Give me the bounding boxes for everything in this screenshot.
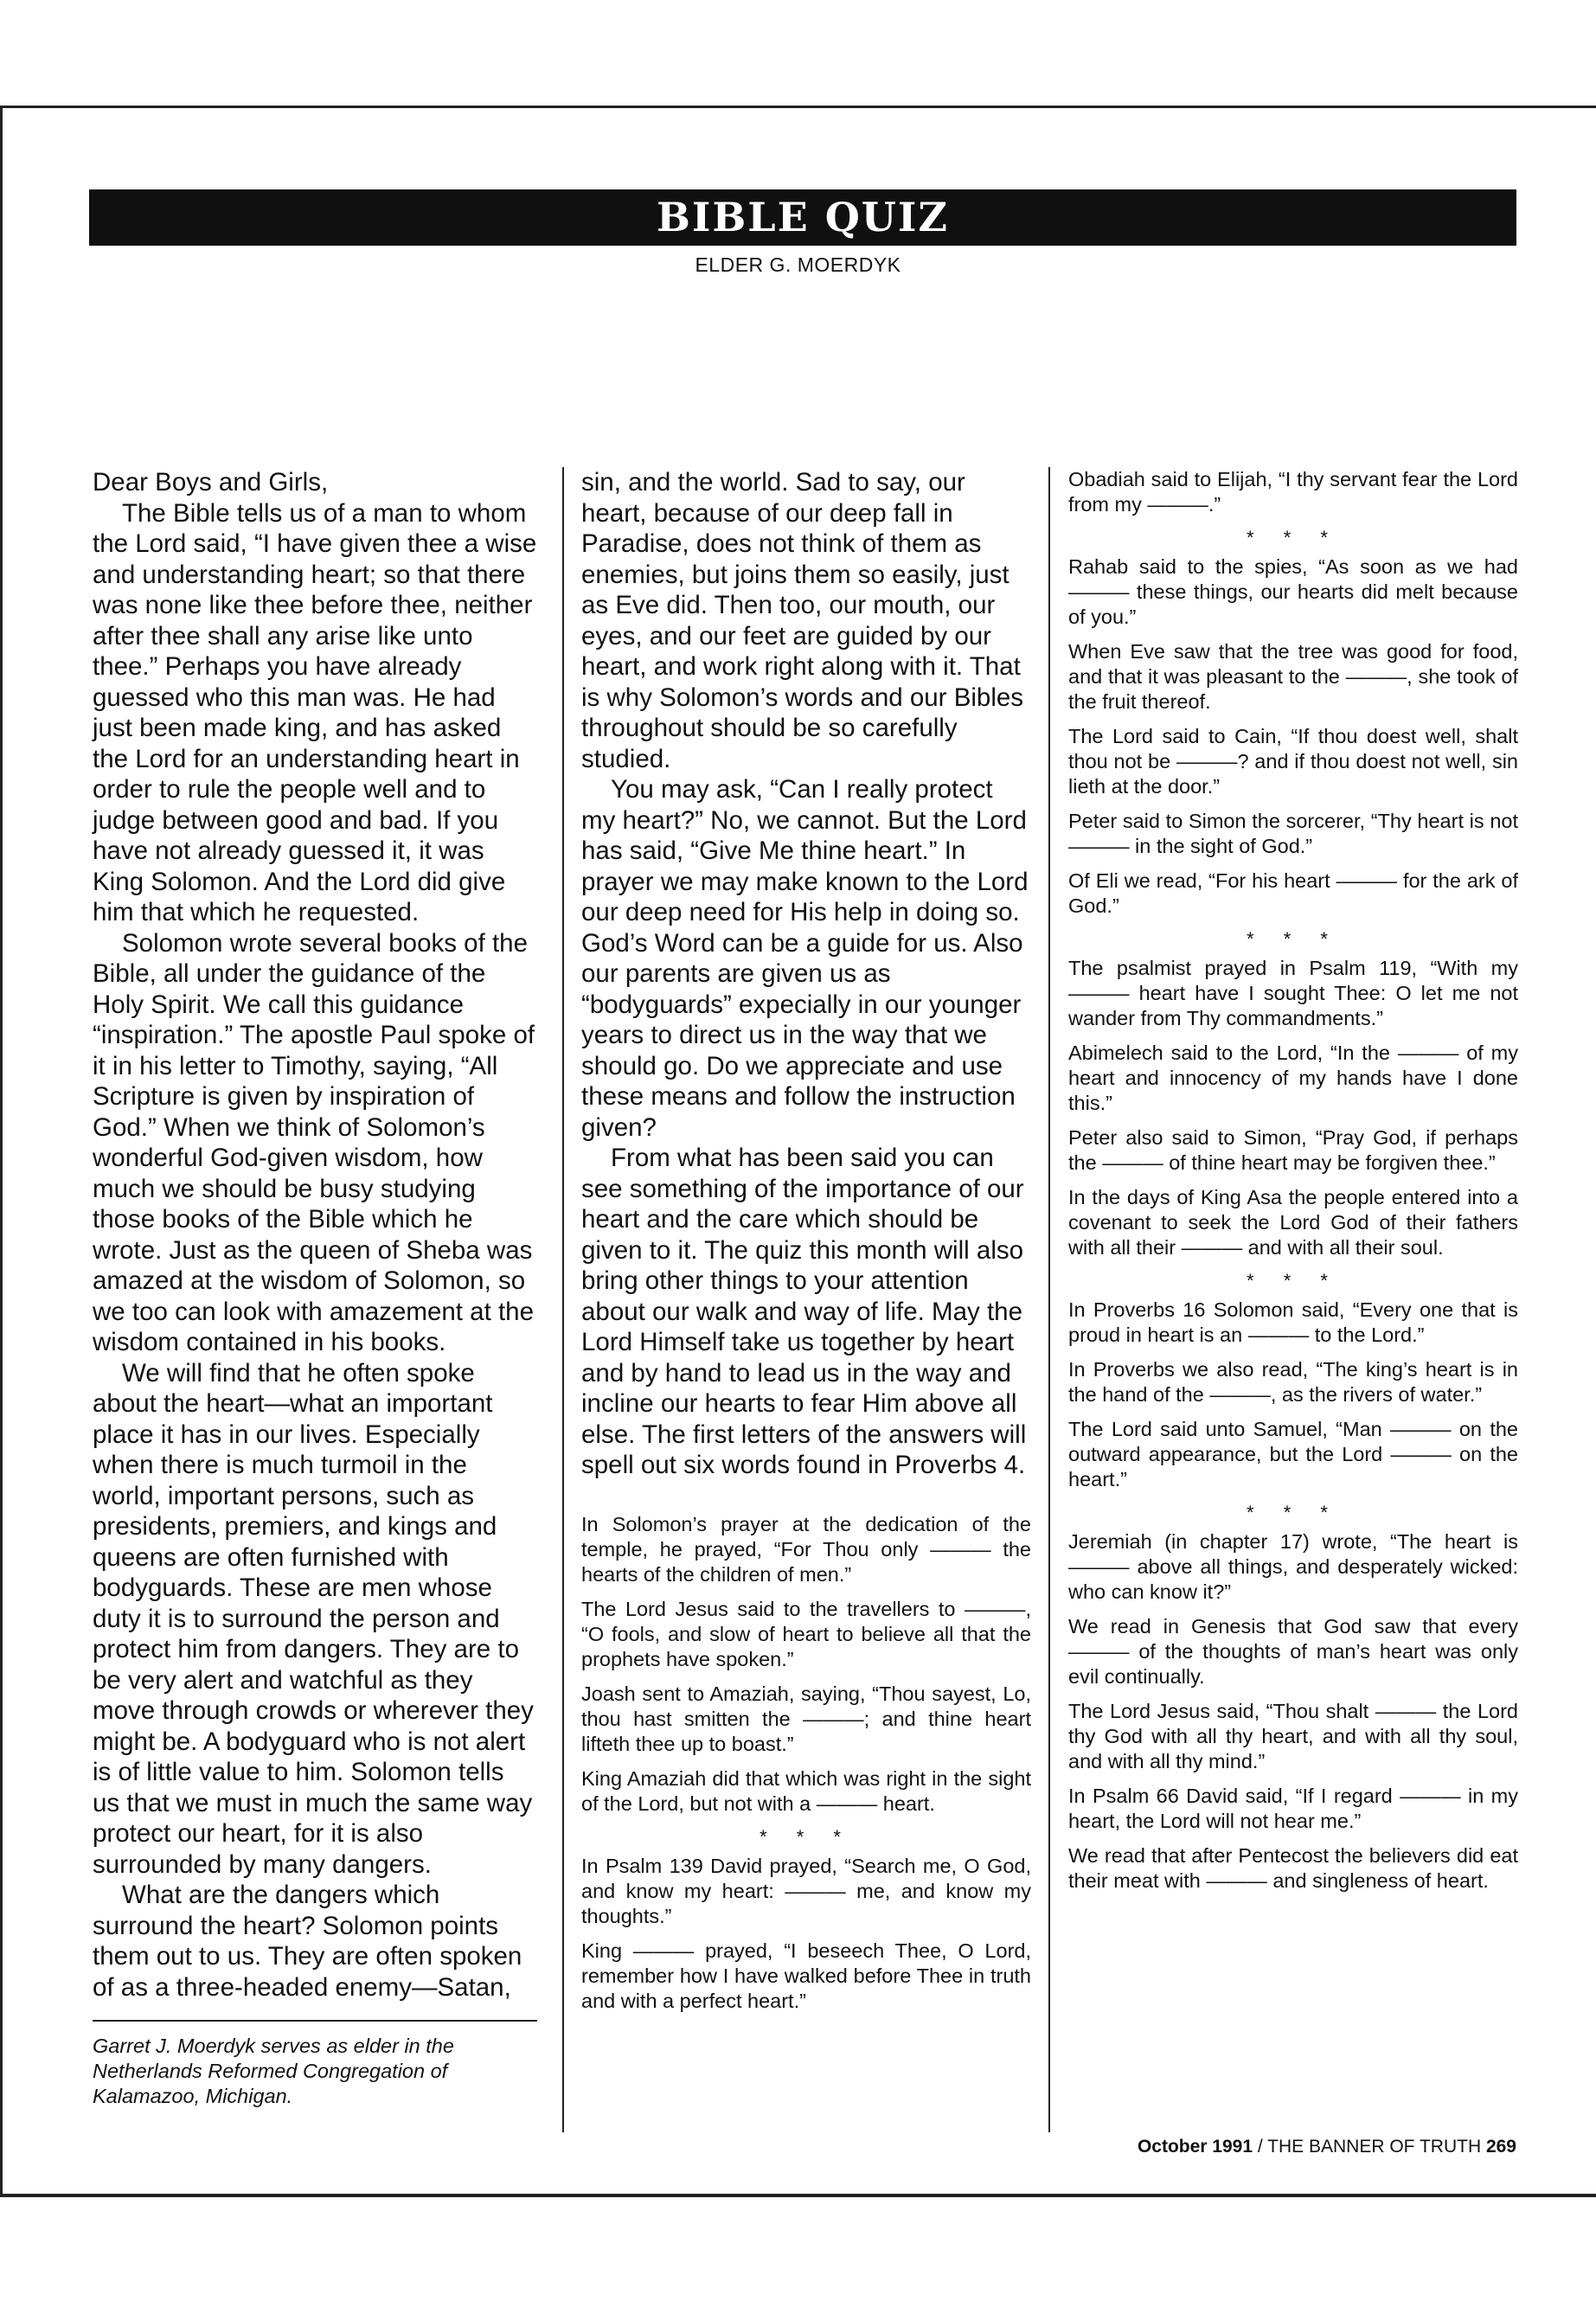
paragraph: sin, and the world. Sad to say, our heart, because of our deep fall in Paradise, does not think of them as enemies, but joins them so easily, just as Eve did. Then too, our mouth, our eyes, and our feet are guided by our heart, and work right along with it. That is why Solomon’s words and our Bibles throughout should be so carefully studied. — [581, 468, 1024, 773]
publication-name: / THE BANNER OF TRUTH — [1257, 2137, 1482, 2157]
quiz-question: Peter also said to Simon, “Pray God, if perhaps the ——— of thine heart may be forgiven thee.” — [1068, 1126, 1518, 1174]
quiz-question: Joash sent to Amaziah, saying, “Thou sayest, Lo, thou hast smitten the ———; and thine heart lifteth thee up to boast.” — [581, 1682, 1031, 1755]
quiz-question: In the days of King Asa the people entered into a covenant to seek the Lord God of their fathers with all their ——— and with all their soul. — [1068, 1186, 1518, 1259]
quiz-question: The Lord said unto Samuel, “Man ——— on the outward appearance, but the Lord ——— on the heart.” — [1068, 1418, 1518, 1490]
quiz-question: In Psalm 139 David prayed, “Search me, O God, and know my heart: ——— me, and know my thoughts.” — [581, 1854, 1031, 1927]
page-footer — [1138, 2137, 1516, 2157]
quiz-question: Jeremiah (in chapter 17) wrote, “The heart is ——— above all things, and desperately wicked: who can know it?” — [1068, 1530, 1518, 1603]
quiz-question: King Amaziah did that which was right in the sight of the Lord, but not with a ——— heart. — [581, 1766, 1031, 1815]
quiz-question: We read in Genesis that God saw that every ——— of the thoughts of man’s heart was only evil continually. — [1068, 1615, 1518, 1688]
page-title: BIBLE QUIZ — [89, 189, 1516, 246]
quiz-question: In Solomon’s prayer at the dedication of the temple, he prayed, “For Thou only ——— the hearts of the children of men.” — [581, 1512, 1031, 1586]
quiz-question: In Psalm 66 David said, “If I regard ——— in my heart, the Lord will not hear me.” — [1068, 1785, 1518, 1832]
column-divider — [562, 467, 564, 2132]
author-footnote: Garret J. Moerdyk serves as elder in the Netherlands Reformed Congregation of Kalamazoo, Michigan. — [93, 2035, 454, 2107]
column-divider — [1048, 467, 1050, 2132]
paragraph: The Bible tells us of a man to whom the Lord said, “I have given thee a wise and understanding heart; so that there was none like thee before thee, neither after thee shall any arise like unto thee.” Perhaps you have already guessed who this man was. He had just been made king, and has asked the Lord for an understanding heart in order to rule the people well and to judge between good and bad. If you have not already guessed it, it was King Solomon. And the Lord did give him that which he requested. — [93, 498, 537, 926]
quiz-question: Of Eli we read, “For his heart ——— for the ark of God.” — [1068, 869, 1518, 917]
paragraph: From what has been said you can see something of the importance of our heart and the care which should be given to it. The quiz this month will also bring other things to your attention about our walk and way of life. May the Lord Himself take us together by heart and by hand to lead us in the way and incline our hearts to fear Him above all else. The first letters of the answers will spell out six words found in Proverbs 4. — [581, 1144, 1027, 1479]
quiz-question: The psalmist prayed in Psalm 119, “With my ——— heart have I sought Thee: O let me not wander from Thy commandments.” — [1068, 957, 1518, 1029]
issue-date: October 1991 — [1137, 2137, 1253, 2157]
paragraph: We will find that he often spoke about the heart—what an important place it has in our lives. Especially when there is much turmoil in the world, important persons, such as presidents, premiers, and kings and queens are often furnished with bodyguards. These are men whose duty it is to surround the person and protect him from dangers. They are to be very alert and watchful as they move through crowds or wherever they might be. A bodyguard who is not alert is of little value to him. Solomon tells us that we must in much the same way protect our heart, for it is also surrounded by many dangers. — [93, 1358, 534, 1879]
quiz-question: The Lord said to Cain, “If thou doest well, shalt thou not be ———? and if thou doest not well, sin lieth at the door.” — [1068, 725, 1518, 798]
quiz-question: Abimelech said to the Lord, “In the ——— of my heart and innocency of my hands have I done this.” — [1068, 1042, 1518, 1114]
paragraph: Solomon wrote several books of the Bible, all under the guidance of the Holy Spirit. We call this guidance “inspiration.” The apostle Paul spoke of it in his letter to Timothy, saying, “All Scripture is given by inspiration of God.” When we think of Solomon’s wonderful God-given wisdom, how much we should be busy studying those books of the Bible which he wrote. Just as the queen of Sheba was amazed at the wisdom of Solomon, so we too can look with amazement at the wisdom contained in his books. — [93, 928, 535, 1356]
quiz-question: When Eve saw that the tree was good for food, and that it was pleasant to the ———, she took of the fruit thereof. — [1068, 640, 1518, 713]
author-byline: ELDER G. MOERDYK — [695, 253, 901, 276]
greeting: Dear Boys and Girls, — [93, 468, 329, 497]
quiz-question: King ——— prayed, “I beseech Thee, O Lord, remember how I have walked before Thee in truth and with a perfect heart.” — [581, 1939, 1031, 2012]
page-number: 269 — [1485, 2137, 1516, 2157]
column-1 — [93, 467, 537, 2109]
quiz-question: In Proverbs 16 Solomon said, “Every one that is proud in heart is an ——— to the Lord.” — [1068, 1298, 1518, 1346]
paragraph: You may ask, “Can I really protect my heart?” No, we cannot. But the Lord has said, “Give Me thine heart.” In prayer we may make known to the Lord our deep need for His help in doing so. God’s Word can be a guide for us. Also our parents are given us as “bodyguards” expecially in our younger years to direct us in the way that we should go. Do we appreciate and use these means and follow the instruction given? — [581, 775, 1029, 1142]
section-separator: * * * — [1247, 1270, 1340, 1292]
quiz-question: The Lord Jesus said to the travellers to ———, “O fools, and slow of heart to believe all that the prophets have spoken.” — [581, 1597, 1031, 1670]
quiz-question: The Lord Jesus said, “Thou shalt ——— the Lord thy God with all thy heart, and with all thy soul, and with all thy mind.” — [1068, 1700, 1518, 1772]
quiz-question: Rahab said to the spies, “As soon as we had ——— these things, our hearts did melt because of you.” — [1068, 555, 1518, 628]
quiz-question: Peter said to Simon the sorcerer, “Thy heart is not ——— in the sight of God.” — [1068, 810, 1518, 857]
section-separator: * * * — [1247, 928, 1340, 950]
column-2 — [581, 467, 1031, 2023]
footnote-divider — [93, 2020, 537, 2022]
article-body-col1 — [93, 467, 537, 2003]
quiz-question: We read that after Pentecost the believers did eat their meat with ——— and singleness of heart. — [1068, 1844, 1518, 1892]
article-body-col2 — [581, 467, 1031, 1481]
section-separator: * * * — [760, 1825, 853, 1848]
quiz-question: Obadiah said to Elijah, “I thy servant fear the Lord from my ———.” — [1068, 468, 1518, 516]
section-separator: * * * — [1247, 1502, 1340, 1523]
quiz-questions-col2 — [581, 1512, 1031, 2014]
column-3 — [1068, 467, 1518, 1903]
paragraph: What are the dangers which surround the heart? Solomon points them out to us. They are often spoken of as a three-headed enemy—Satan, — [93, 1881, 522, 2002]
section-separator: * * * — [1247, 527, 1340, 548]
quiz-question: In Proverbs we also read, “The king’s heart is in the hand of the ———, as the rivers of water.” — [1068, 1358, 1518, 1406]
